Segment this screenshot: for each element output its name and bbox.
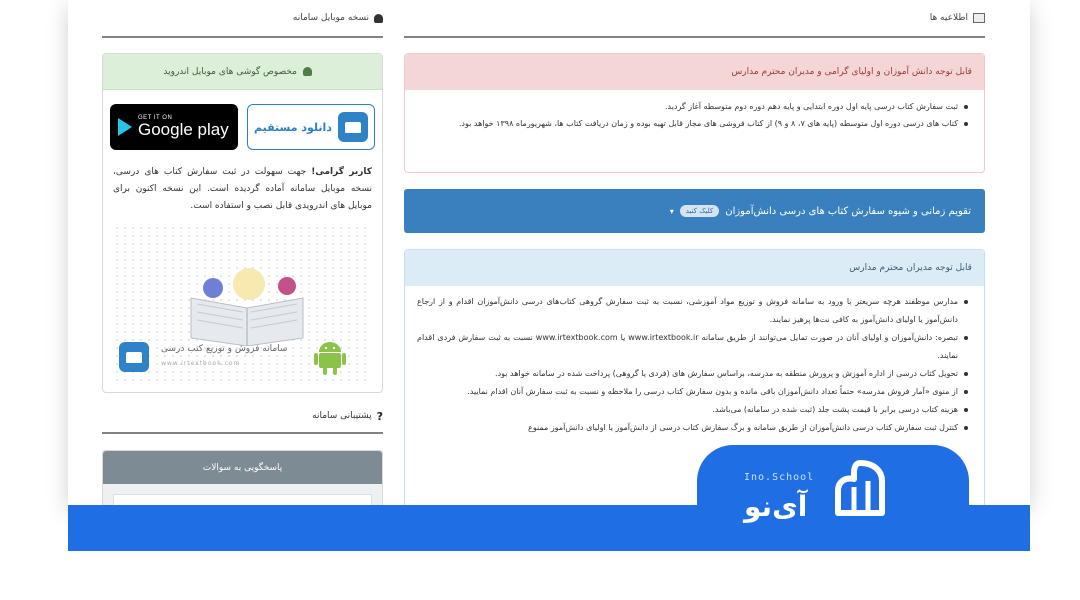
support-title: پشتیبانی سامانه <box>312 411 372 421</box>
info-title: قابل توجه مدیران محترم مدارس <box>405 250 984 286</box>
brand-name: آی‌نو <box>744 490 808 523</box>
app-illustration <box>113 224 372 384</box>
mobile-version-title: نسخه موبایل سامانه <box>292 13 369 23</box>
desc-text: جهت سهولت در ثبت سفارش کتاب های درسی، نسخه موبایل سامانه آماده گردیده است. این نسخه اکنون برای موبایل های اندرویدی قابل نصب و استفاده است. <box>113 167 372 211</box>
notice-list <box>405 90 984 132</box>
caret-down-icon: ▾ <box>669 206 674 216</box>
android-panel-title: مخصوص گوشی های موبایل اندروید <box>163 66 297 77</box>
android-icon <box>303 67 312 76</box>
download-buttons <box>110 104 375 150</box>
notices-title: اطلاعیه ها <box>929 13 968 23</box>
list-item: ثبت سفارش کتاب درسی پایه اول دوره ابتدایی و پایه دهم دوره دوم متوسطه آغاز گردید. <box>417 98 970 115</box>
sidebar <box>102 0 383 505</box>
faq-header[interactable]: پاسخگویی به سوالات <box>103 451 382 484</box>
gplay-big-label: Google play <box>138 120 229 139</box>
info-list <box>405 286 984 437</box>
notice-panel <box>404 53 985 173</box>
direct-download-button[interactable] <box>247 104 375 150</box>
faq-content <box>113 494 372 505</box>
brand-subtitle: Ino.School <box>744 472 815 483</box>
click-here-badge[interactable]: کلیک کنید <box>680 205 719 217</box>
android-download-panel <box>102 53 383 393</box>
list-item: مدارس موظفند هرچه سریعتر با ورود به سامانه فروش و توزیع مواد آموزشی، نسبت به ثبت سفارش گروهی کتاب‌های درسی دانش‌آموزان اقدام و از ارجاع دانش‌آموز یا اولیای دانش‌آموز به کافی نت‌ها پرهیز نمایند. <box>417 293 970 329</box>
app-logo-icon <box>119 342 149 372</box>
play-store-icon <box>118 118 132 136</box>
notice-title: قابل توجه دانش آموزان و اولیای گرامی و مدیران محترم مدارس <box>405 54 984 90</box>
google-play-button[interactable] <box>110 104 238 150</box>
main-content <box>404 0 985 505</box>
android-robot-icon <box>313 338 347 376</box>
faq-panel <box>102 450 383 505</box>
mobile-version-header <box>102 0 383 38</box>
open-book-illustration <box>183 264 311 346</box>
android-panel-header <box>103 54 382 90</box>
android-icon <box>374 14 383 23</box>
list-item: تحویل کتاب درسی از اداره آموزش و پرورش منطقه به مدرسه، براساس سفارش های (فردی یا گروهی) پرداخت شده در سامانه خواهد بود. <box>417 365 970 383</box>
list-item: هزینه کتاب درسی برابر با قیمت پشت جلد (ثبت شده در سامانه) می‌باشد. <box>417 401 970 419</box>
list-item: از منوی «آمار فروش مدرسه» حتماً تعداد دانش‌آموزان باقی مانده و بدون سفارش کتاب درسی را ملاحظه و نسبت به ثبت سفارش آنان اقدام نمایید. <box>417 383 970 401</box>
news-icon <box>973 13 985 23</box>
illustration-title: سامانه فروش و توزیع کتب درسی <box>161 344 288 354</box>
notices-header <box>404 0 985 38</box>
ino-school-logo-icon <box>820 457 900 525</box>
question-icon: ? <box>376 409 383 423</box>
gplay-small-label: GET IT ON <box>138 115 173 121</box>
browser-viewport <box>68 0 1030 505</box>
list-item: کنترل ثبت سفارش کتاب درسی دانش‌آموزان از طریق سامانه و برگ سفارش کتاب درسی از دانش‌آموز یا اولیای دانش‌آموز ممنوع <box>417 419 970 437</box>
list-item: تبصره: دانش‌آموزان و اولیای آنان در صورت تمایل می‌توانند از طریق سامانه www.irtextbook.ir یا www.irtextbook.com نسبت به ثبت سفارش فردی اقدام نمایند. <box>417 329 970 365</box>
app-logo-icon <box>338 112 368 142</box>
desc-bold: کاربر گرامی! <box>311 167 372 177</box>
calendar-title: تقویم زمانی و شیوه سفارش کتاب های درسی دانش‌آموزان <box>725 205 971 217</box>
support-header <box>102 400 383 434</box>
mobile-app-description <box>113 164 372 215</box>
calendar-collapse-bar[interactable] <box>404 189 985 233</box>
direct-download-label: دانلود مستقیم <box>254 120 332 134</box>
illustration-url: www.irtextbook.com <box>161 360 241 367</box>
illustration-footer <box>113 338 372 378</box>
list-item: کتاب های درسی دوره اول متوسطه (پایه های ۷، ۸ و ۹) از کتاب فروشی های مجاز قابل تهیه بوده و زمان دریافت کتاب ها، شهریورماه ۱۳۹۸ خواهد بود. <box>417 115 970 132</box>
